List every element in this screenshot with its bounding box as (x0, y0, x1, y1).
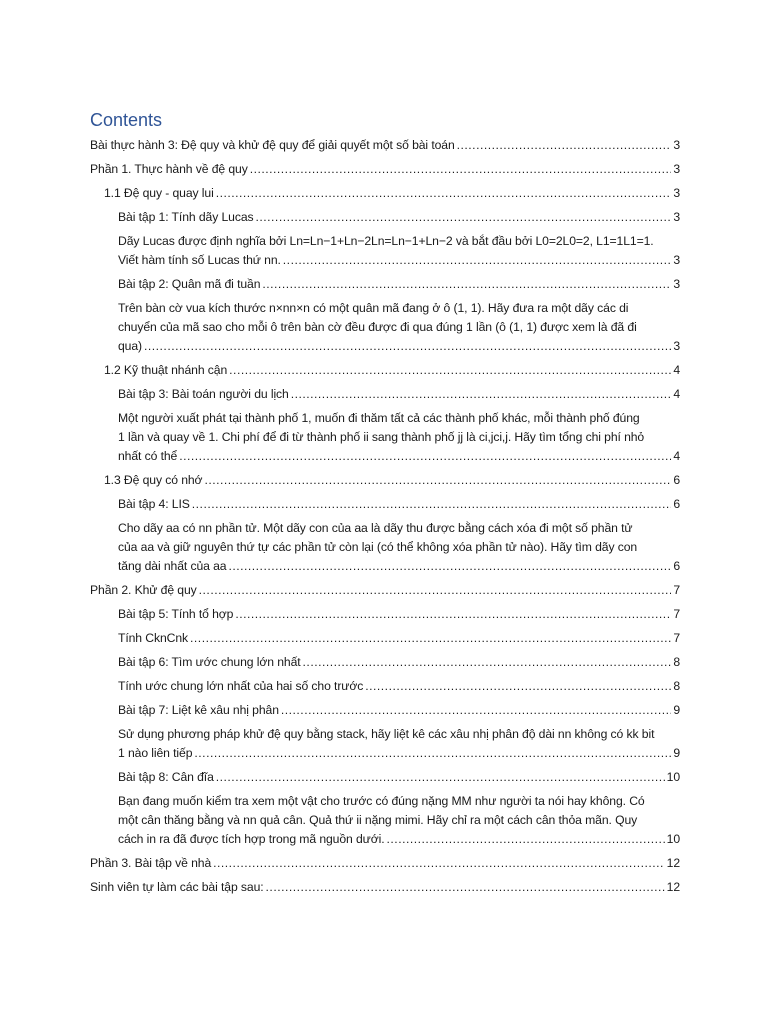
dot-leader (204, 471, 671, 490)
toc-page-number: 3 (673, 277, 680, 291)
dot-leader (250, 160, 672, 179)
toc-entry[interactable] (90, 854, 680, 873)
toc-entry-text-line: chuyển của mã sao cho mỗi ô trên bàn cờ đều được đi qua đúng 1 lần (ô (1, 1) được xem là đã đi (118, 320, 637, 334)
toc-entry-title: Viết hàm tính số Lucas thứ nn. (118, 253, 281, 267)
toc-page-number: 4 (673, 449, 680, 463)
toc-entry[interactable] (90, 495, 680, 514)
toc-page-number: 10 (666, 832, 680, 846)
toc-entry[interactable] (90, 299, 680, 356)
toc-entry-title: Bài tập 6: Tìm ước chung lớn nhất (118, 655, 301, 669)
dot-leader (228, 557, 671, 576)
dot-leader (190, 629, 671, 648)
toc-page-number: 3 (673, 162, 680, 176)
dot-leader (229, 361, 671, 380)
toc-entry[interactable] (90, 471, 680, 490)
toc-entry-title: 1.2 Kỹ thuật nhánh cận (104, 363, 228, 377)
toc-page-number: 4 (673, 363, 680, 377)
toc-entry-title: qua) (118, 339, 142, 353)
toc-entry-title: Bài tập 3: Bài toán người du lịch (118, 387, 289, 401)
toc-entry[interactable] (90, 361, 680, 380)
toc-entry-title: Phần 2. Khử đệ quy (90, 583, 197, 597)
toc-entry[interactable] (90, 275, 680, 294)
toc-entry-title: Bài tập 1: Tính dãy Lucas (118, 210, 254, 224)
toc-entry-text-line: Dãy Lucas được định nghĩa bởi Ln=Ln−1+Ln−2Ln=Ln−1+Ln−2 và bắt đầu bởi L0=2L0=2, L1=1L1=1. (118, 234, 654, 248)
toc-entry-text-line: Bạn đang muốn kiểm tra xem một vật cho trước có đúng nặng MM như người ta nói hay không. Có (118, 794, 645, 808)
toc-entry[interactable] (90, 208, 680, 227)
toc-entry[interactable] (90, 677, 680, 696)
toc-entry-title: Bài tập 2: Quân mã đi tuần (118, 277, 261, 291)
toc-page-number: 3 (673, 138, 680, 152)
toc-entry-title: Bài tập 5: Tính tổ hợp (118, 607, 234, 621)
dot-leader (256, 208, 672, 227)
toc-page-number: 9 (673, 746, 680, 760)
toc-entry-title: cách in ra đã được tích hợp trong mã nguồn dưới. (118, 832, 385, 846)
toc-entry-title: Tính CknCnk (118, 631, 189, 645)
toc-entry-text-line: một cân thăng bằng và nn quả cân. Quả thứ ii nặng mimi. Hãy chỉ ra một cách cân thỏa mãn. Quy (118, 813, 638, 827)
toc-entry[interactable] (90, 385, 680, 404)
toc-page-number: 12 (666, 880, 680, 894)
toc-entry[interactable] (90, 409, 680, 466)
toc-entry-title: tăng dài nhất của aa (118, 559, 227, 573)
toc-page-number: 3 (673, 339, 680, 353)
toc-entry[interactable] (90, 232, 680, 270)
toc-entry-title: 1.3 Đệ quy có nhớ (104, 473, 203, 487)
dot-leader (192, 495, 672, 514)
toc-entry-title: Phần 1. Thực hành về đệ quy (90, 162, 248, 176)
toc-page-number: 3 (673, 210, 680, 224)
toc-page-number: 8 (673, 655, 680, 669)
toc-entry-text-line: Sử dụng phương pháp khử đệ quy bằng stack, hãy liệt kê các xâu nhị phân độ dài nn không có kk bit (118, 727, 655, 741)
toc-entry[interactable] (90, 605, 680, 624)
toc-page-number: 4 (673, 387, 680, 401)
toc-page-number: 8 (673, 679, 680, 693)
toc-page-number: 10 (666, 770, 680, 784)
dot-leader (179, 447, 671, 466)
toc-entry[interactable] (90, 160, 680, 179)
dot-leader (213, 854, 665, 873)
toc-entry-title: nhất có thể (118, 449, 178, 463)
toc-entry[interactable] (90, 701, 680, 720)
toc-entry-title: 1.1 Đệ quy - quay lui (104, 186, 214, 200)
dot-leader (457, 136, 672, 155)
dot-leader (365, 677, 671, 696)
toc-entry-title: Bài tập 8: Cân đĩa (118, 770, 214, 784)
toc-page-number: 12 (666, 856, 680, 870)
toc-page-number: 6 (673, 559, 680, 573)
toc-entry-text-line: Cho dãy aa có nn phần tử. Một dãy con của aa là dãy thu được bằng cách xóa đi một số phần tử (118, 521, 633, 535)
toc-title: Contents (90, 110, 163, 130)
toc-entry[interactable] (90, 653, 680, 672)
toc-entry-text-line: Trên bàn cờ vua kích thước n×nn×n có một quân mã đang ở ô (1, 1). Hãy đưa ra một dãy các di (118, 301, 629, 315)
dot-leader (235, 605, 671, 624)
dot-leader (283, 251, 672, 270)
toc-entry[interactable] (90, 792, 680, 849)
dot-leader (291, 385, 672, 404)
dot-leader (266, 878, 665, 897)
toc-entry-title: Bài tập 4: LIS (118, 497, 190, 511)
toc-page-number: 3 (673, 186, 680, 200)
dot-leader (216, 184, 672, 203)
toc-entry[interactable] (90, 136, 680, 155)
toc-entry-text-line: 1 lần và quay về 1. Chi phí để đi từ thành phố ii sang thành phố jj là ci,jci,j. Hãy tìm tổng chi phí nhỏ (118, 430, 645, 444)
toc-page-number: 6 (673, 497, 680, 511)
toc-entry-text-line: của aa và giữ nguyên thứ tự các phần tử còn lại (có thể không xóa phần tử nào). Hãy tìm dãy con (118, 540, 638, 554)
toc-entry-title: Sinh viên tự làm các bài tập sau: (90, 880, 264, 894)
dot-leader (262, 275, 671, 294)
toc-page-number: 9 (673, 703, 680, 717)
toc-entry[interactable] (90, 581, 680, 600)
dot-leader (303, 653, 672, 672)
dot-leader (194, 744, 671, 763)
toc-entry-title: Bài tập 7: Liệt kê xâu nhị phân (118, 703, 279, 717)
toc-entry[interactable] (90, 519, 680, 576)
toc-page-number: 7 (673, 631, 680, 645)
toc-entry-text-line: Một người xuất phát tại thành phố 1, muốn đi thăm tất cả các thành phố khác, mỗi thành phố đúng (118, 411, 640, 425)
toc-entry-title: 1 nào liên tiếp (118, 746, 193, 760)
toc-entry[interactable] (90, 878, 680, 897)
toc-entry[interactable] (90, 184, 680, 203)
toc-page-number: 6 (673, 473, 680, 487)
toc-page-number: 7 (673, 583, 680, 597)
table-of-contents (90, 136, 680, 902)
dot-leader (216, 768, 665, 787)
dot-leader (144, 337, 671, 356)
dot-leader (199, 581, 672, 600)
toc-entry-title: Phần 3. Bài tập về nhà (90, 856, 212, 870)
toc-page-number: 7 (673, 607, 680, 621)
toc-entry[interactable] (90, 725, 680, 763)
toc-entry-title: Tính ước chung lớn nhất của hai số cho trước (118, 679, 364, 693)
dot-leader (387, 830, 665, 849)
dot-leader (281, 701, 671, 720)
toc-entry[interactable] (90, 629, 680, 648)
toc-entry[interactable] (90, 768, 680, 787)
toc-page-number: 3 (673, 253, 680, 267)
toc-entry-title: Bài thực hành 3: Đệ quy và khử đệ quy để giải quyết một số bài toán (90, 138, 455, 152)
